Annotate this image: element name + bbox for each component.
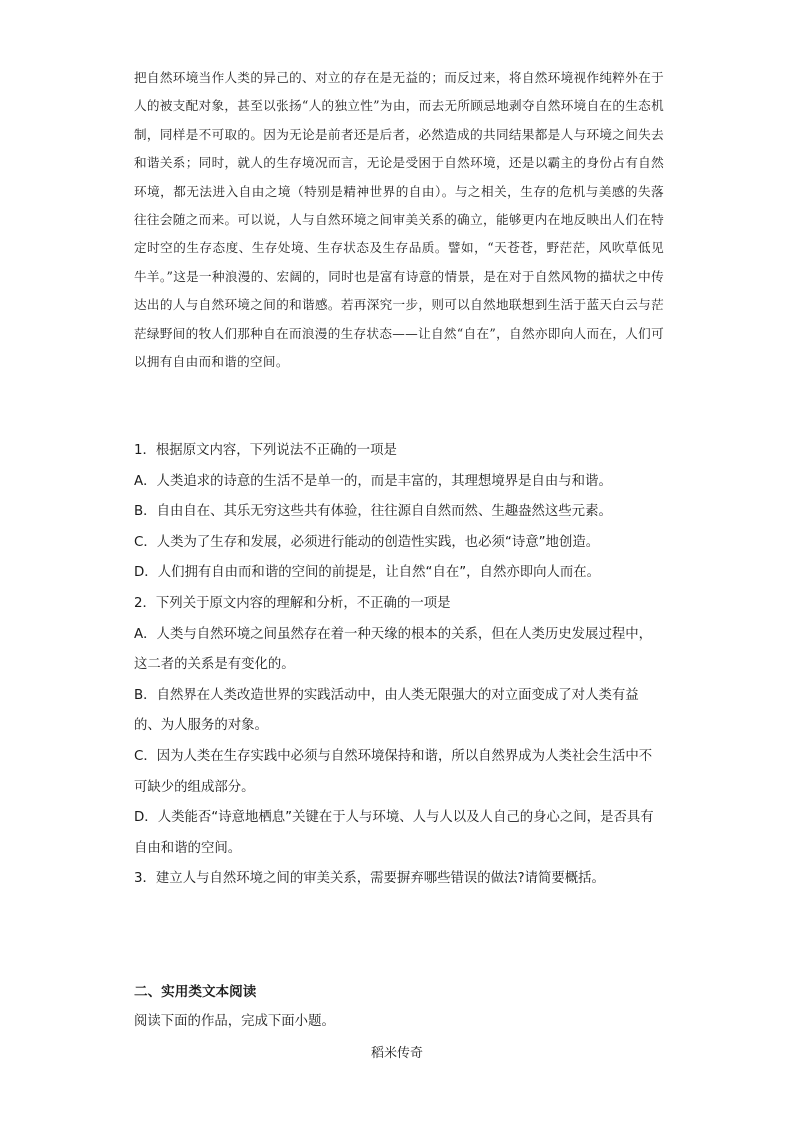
question-2-option-c: C．因为人类在生存实践中必须与自然环境保持和谐，所以自然界成为人类社会生活中不可缺少的组成部分。 [134,748,653,795]
question-2-stem: 2．下列关于原文内容的理解和分析，不正确的一项是 [134,595,451,611]
question-1-option-c: C．人类为了生存和发展，必须进行能动的创造性实践，也必须“诗意”地创造。 [134,534,600,550]
question-2-option-d: D．人类能否“诗意地栖息”关键在于人与环境、人与人以及人自己的身心之间，是否具有自由和谐的空间。 [134,810,654,856]
section-heading: 二、实用类文本阅读 [134,984,257,1000]
section-instruction: 阅读下面的作品，完成下面小题。 [134,1014,335,1029]
question-2-option-b: B．自然界在人类改造世界的实践活动中，由人类无限强大的对立面变成了对人类有益的、为人服务的对象。 [134,687,639,734]
work-title: 稻米传奇 [370,1046,423,1061]
question-2-option-a: A．人类与自然环境之间虽然存在着一种天缘的根本的关系，但在人类历史发展过程中，这二者的关系是有变化的。 [134,626,653,673]
reading-passage: 把自然环境当作人类的异己的、对立的存在是无益的；而反过来，将自然环境视作纯粹外在于人的被支配对象，甚至以张扬“人的独立性”为由，而去无所顾忌地剥夺自然环境自在的生态机制，同样是不可取的。因为无论是前者还是后者，必然造成的共同结果都是人与环境之间失去和谐关系；同时，就人的生存境况而言，无论是受困于自然环境，还是以霸主的身份占有自然环境，都无法进入自由之境（特别是精神世界的自由）。与之相关，生存的危机与美感的失落往往会随之而来。可以说，人与自然环境之间审美关系的确立，能够更内在地反映出人们在特定时空的生存态度、生存处境、生存状态及生存品质。譬如，“天苍苍，野茫茫，风吹草低见牛羊。”这是一种浪漫的、宏阔的，同时也是富有诗意的情景，是在对于自然风物的描状之中传达出的人与自然环境之间的和谐感。若再深究一步，则可以自然地联想到生活于蓝天白云与茫茫绿野间的牧人们那种自在而浪漫的生存状态——让自然“自在”，自然亦即向人而在，人们可以拥有自由而和谐的空间。 [134,70,664,370]
question-list [134,436,664,895]
question-3-stem: 3．建立人与自然环境之间的审美关系，需要摒弃哪些错误的做法?请简要概括。 [134,871,605,887]
question-1-option-d: D．人们拥有自由而和谐的空间的前提是，让自然“自在”，自然亦即向人而在。 [134,565,601,581]
question-1-option-a: A．人类追求的诗意的生活不是单一的，而是丰富的，其理想境界是自由与和谐。 [134,473,612,489]
question-1-stem: 1．根据原文内容，下列说法不正确的一项是 [134,443,397,458]
question-1-option-b: B．自由自在、其乐无穷这些共有体验，往往源自自然而然、生趣盎然这些元素。 [134,504,612,520]
